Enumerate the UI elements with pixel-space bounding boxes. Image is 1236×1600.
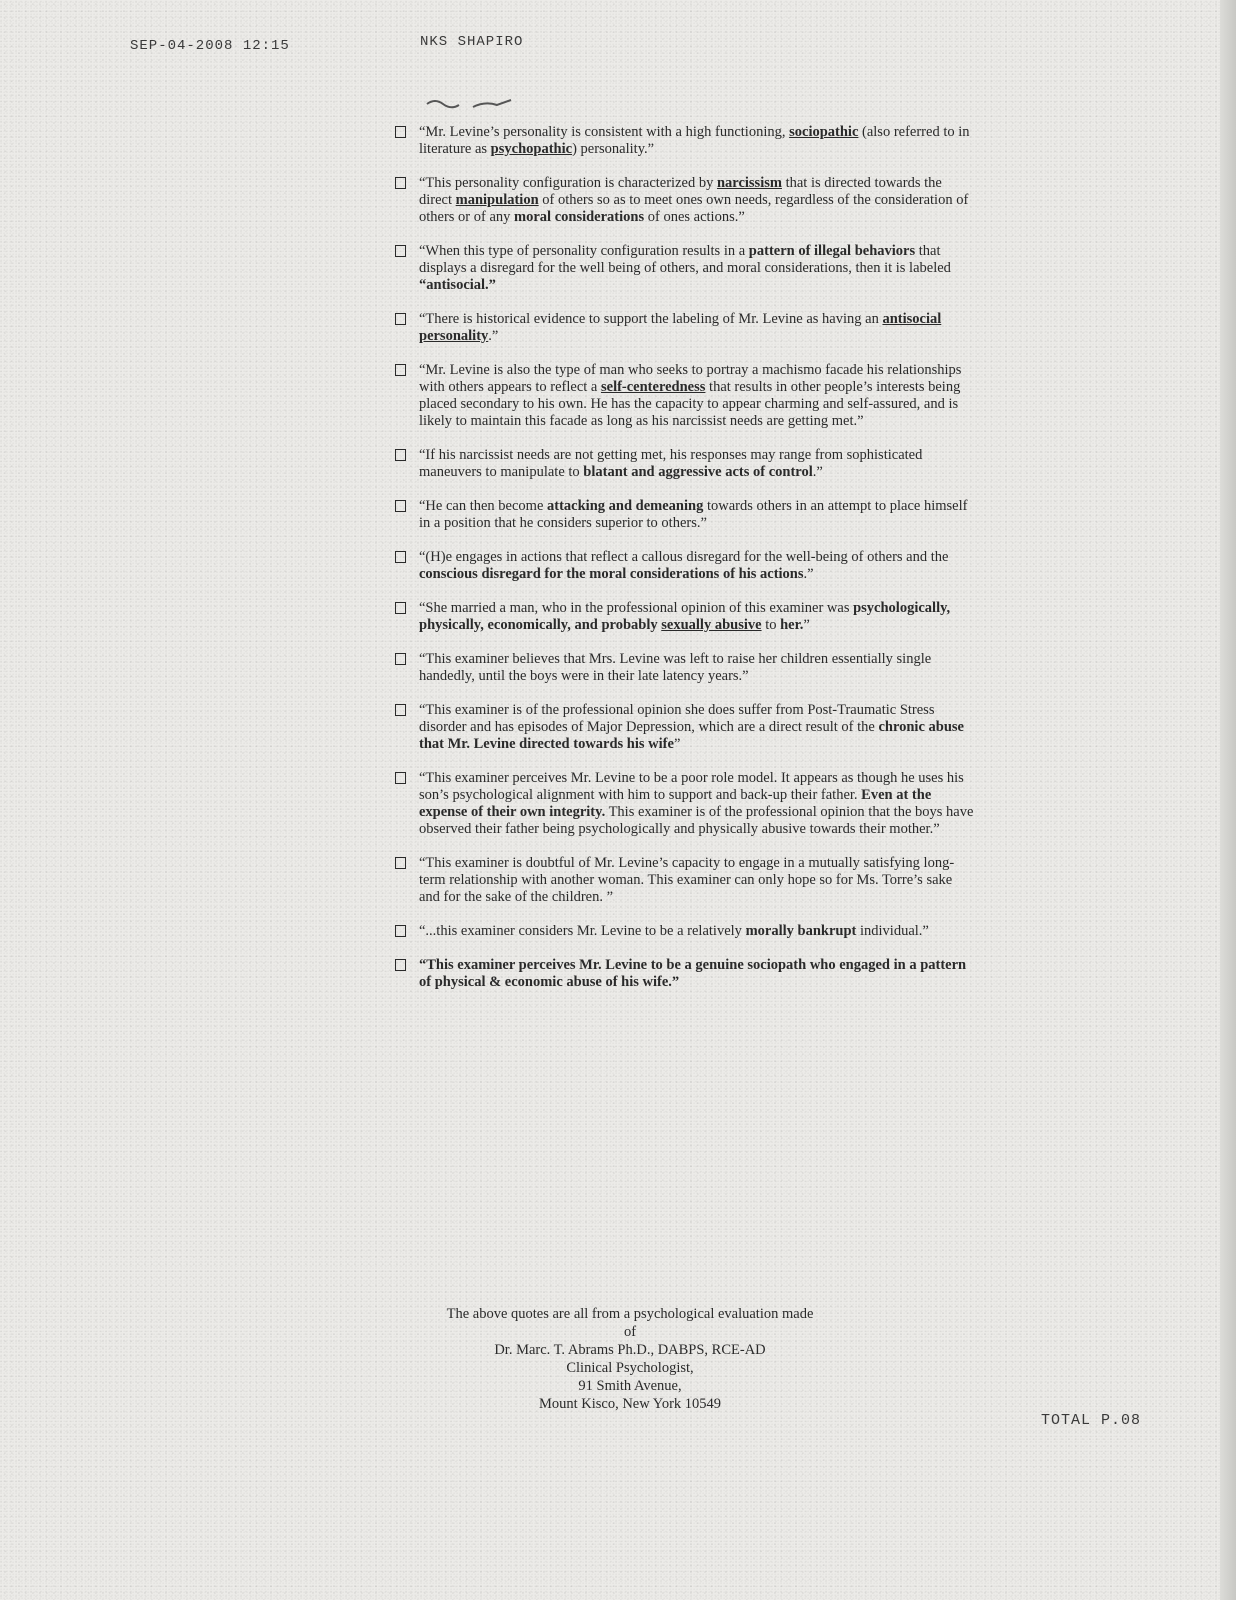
quote-text (419, 855, 954, 905)
quote-text-segment: “This personality configuration is characterized by (419, 175, 717, 191)
quote-text-segment: of ones actions.” (644, 209, 745, 225)
quote-item (395, 311, 975, 345)
quote-text-segment: .” (812, 464, 823, 480)
checkbox-icon (395, 653, 406, 665)
credit-line-2: Dr. Marc. T. Abrams Ph.D., DABPS, RCE-AD (494, 1342, 766, 1358)
quote-text (419, 447, 922, 480)
quote-item (395, 957, 975, 991)
quote-text-segment: towards others in an attempt to place himself in a position that he considers superior to others.” (419, 498, 968, 531)
quote-text-segment: “This examiner is of the professional opinion she does suffer from Post-Traumatic Stress disorder and has episodes of Major Depression, which are a direct result of the (419, 702, 935, 735)
quote-item (395, 549, 975, 583)
quote-item (395, 175, 975, 226)
checkbox-icon (395, 704, 406, 716)
quote-text-segment: ” (673, 736, 681, 752)
quote-text-segment: .” (803, 566, 814, 582)
quote-text-segment: “(H)e engages in actions that reflect a callous disregard for the well-being of others and the (419, 549, 949, 565)
quote-text-segment: moral considerations (514, 209, 645, 225)
quote-text-segment: “She married a man, who in the professional opinion of this examiner was (419, 600, 854, 616)
quote-list (395, 124, 975, 1008)
quote-text-segment: ) personality.” (572, 141, 655, 157)
quote-text-segment: antisocial personality (419, 311, 942, 344)
quote-text (419, 770, 973, 837)
checkbox-icon (395, 245, 406, 257)
quote-text-segment: “This examiner is doubtful of Mr. Levine’s capacity to engage in a mutually satisfying long-term relationship with another woman. This examiner can only hope so for Ms. Torre’s sake and for the sake of the children. ” (419, 855, 955, 905)
quote-text-segment: “If his narcissist needs are not getting met, his responses may range from sophisticated maneuvers to manipulate to (419, 447, 923, 480)
quote-text-segment: “This examiner perceives Mr. Levine to be a genuine sociopath who engaged in a pattern of physical & economic abuse of his wife.” (419, 957, 967, 990)
quote-text-segment: chronic abuse that Mr. Levine directed towards his wife (419, 719, 964, 752)
quote-text-segment: psychopathic (490, 141, 573, 157)
quote-text-segment: “...this examiner considers Mr. Levine to be a relatively (419, 923, 746, 939)
quote-item (395, 447, 975, 481)
quote-text-segment: sexually abusive (661, 617, 762, 633)
quote-text (419, 600, 950, 633)
checkbox-icon (395, 551, 406, 563)
quote-text (419, 175, 968, 225)
page-edge (1220, 0, 1236, 1600)
quote-text-segment: manipulation (455, 192, 539, 208)
quote-item (395, 923, 975, 940)
checkbox-icon (395, 925, 406, 937)
quote-text (419, 957, 966, 990)
quote-text-segment: sociopathic (789, 124, 859, 140)
checkbox-icon (395, 857, 406, 869)
quote-text-segment: self-centeredness (600, 379, 706, 395)
quote-text-segment: “This examiner perceives Mr. Levine to be a poor role model. It appears as though he uses his son’s psychological alignment with him to support and back-up their father. (419, 770, 964, 803)
quote-item (395, 651, 975, 685)
fax-total-pages: TOTAL P.08 (1040, 1412, 1141, 1429)
quote-text-segment: psychologically, physically, economically, and probably (419, 600, 951, 633)
quote-text-segment: “Mr. Levine’s personality is consistent with a high functioning, (419, 124, 790, 140)
quote-text-segment: “When this type of personality configuration results in a (419, 243, 749, 259)
quote-text (419, 498, 967, 531)
checkbox-icon (395, 449, 406, 461)
quote-text-segment: narcissism (716, 175, 782, 191)
checkbox-icon (395, 500, 406, 512)
quote-item (395, 770, 975, 838)
checkbox-icon (395, 772, 406, 784)
quote-text-segment: Even at the expense of their own integrity. (419, 787, 932, 820)
quote-item (395, 702, 975, 753)
credit-line-1: The above quotes are all from a psychological evaluation made of (446, 1306, 814, 1340)
credit-line-5: Mount Kisco, New York 10549 (538, 1396, 722, 1412)
pen-stroke-mark (425, 96, 515, 112)
quote-text-segment: “He can then become (419, 498, 548, 514)
quote-text-segment: that displays a disregard for the well being of others, and moral considerations, then it is labeled (419, 243, 951, 276)
quote-text-segment: pattern of illegal behaviors (748, 243, 916, 259)
quote-item (395, 855, 975, 906)
quote-text (419, 549, 948, 582)
quote-text-segment: her. (780, 617, 804, 633)
checkbox-icon (395, 126, 406, 138)
quote-text-segment: of others so as to meet ones own needs, regardless of the consideration of others or of any (419, 192, 969, 225)
quote-text (419, 243, 951, 293)
checkbox-icon (395, 364, 406, 376)
checkbox-icon (395, 959, 406, 971)
checkbox-icon (395, 602, 406, 614)
quote-text-segment: that results in other people’s interests being placed secondary to his own. He has the capacity to appear charming and self-assured, and is likely to maintain this facade as long as his narcissist needs are getting met.” (419, 379, 961, 429)
fax-sender: NKS SHAPIRO (420, 34, 524, 50)
quote-text (419, 651, 931, 684)
quote-text (419, 702, 964, 752)
quote-item (395, 124, 975, 158)
quote-item (395, 600, 975, 634)
quote-text-segment: “antisocial.” (419, 277, 496, 293)
fax-date-time: SEP-04-2008 12:15 (130, 38, 290, 54)
quote-text-segment: This examiner is of the professional opinion that the boys have observed their father being psychologically and physically abusive towards their mother.” (419, 804, 974, 837)
quote-text-segment: to (761, 617, 781, 633)
quote-text (419, 311, 941, 344)
quote-text-segment: .” (488, 328, 499, 344)
quote-text (419, 362, 961, 429)
checkbox-icon (395, 177, 406, 189)
quote-text-segment: attacking and demeaning (547, 498, 704, 514)
quote-text-segment: that is directed towards the direct (419, 175, 942, 208)
credit-line-3: Clinical Psychologist, (566, 1360, 694, 1376)
quote-item (395, 243, 975, 294)
quote-text (419, 124, 970, 157)
quote-text-segment: individual.” (856, 923, 929, 939)
credit-line-4: 91 Smith Avenue, (578, 1378, 682, 1394)
quote-item (395, 498, 975, 532)
quote-text-segment: “There is historical evidence to support the labeling of Mr. Levine as having an (419, 311, 883, 327)
quote-text-segment: conscious disregard for the moral considerations of his actions (419, 566, 804, 582)
quote-text-segment: “This examiner believes that Mrs. Levine was left to raise her children essentially single handedly, until the boys were in their late latency years.” (419, 651, 932, 684)
quote-text-segment: morally bankrupt (745, 923, 857, 939)
quote-item (395, 362, 975, 430)
evaluation-credit (440, 1305, 820, 1413)
quote-text-segment: blatant and aggressive acts of control (583, 464, 813, 480)
checkbox-icon (395, 313, 406, 325)
quote-text-segment: “Mr. Levine is also the type of man who seeks to portray a machismo facade his relationships with others appears to reflect a (419, 362, 962, 395)
quote-text-segment: ” (803, 617, 810, 633)
quote-text (419, 923, 929, 939)
quote-text-segment: (also referred to in literature as (419, 124, 970, 157)
